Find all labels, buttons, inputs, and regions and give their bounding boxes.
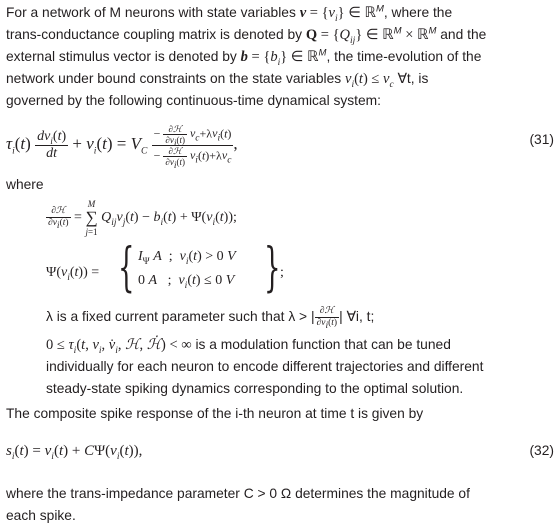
equation-31: $\tau_i(t)$ $\frac{dv_i(t)}{dt}$ + $v_i(t) = V_C$ − $\frac{\text{∂ℋ}}{\partial v_i(t)}$ $v_c+\lambda v_i(t)$ − $\frac{\text{∂ℋ}}{\partial v_i(t)}$ $v_i(t)+\lambda v_c$ , bbox=[6, 123, 238, 171]
composite-text: The composite spike response of the i-th neuron at time t is given by bbox=[6, 406, 424, 421]
intro-line-3: external stimulus vector is denoted by $b = \{b_i\}$ ∈ ℝ$^M$, the time-evolution of the bbox=[6, 47, 482, 68]
equation-31-number: (31) bbox=[529, 132, 554, 147]
intro-line-2: trans-conductance coupling matrix is denoted by $Q = \{Q_{ij}\}$ ∈ ℝ$^M$ × ℝ$^M$ and the bbox=[6, 25, 487, 46]
equation-dh-dv: $\frac{\text{∂ℋ}}{\partial v_i(t)}$ = M ∑ j=1 $Q_{ij}v_j(t) - b_i(t) + \Psi(v_i(t))$; bbox=[48, 198, 237, 237]
tau-condition-line-2: individually for each neuron to encode different trajectories and different bbox=[46, 359, 484, 374]
tau-condition-line-3: steady-state spiking dynamics corresponding to the optimal solution. bbox=[46, 381, 464, 396]
left-brace: { bbox=[118, 238, 135, 298]
psi-case-2: 0 A ; $v_i(t) \le 0$ V bbox=[138, 273, 235, 291]
tau-condition-line-1: $0 \le \tau_i(t$, $v_i$, $v̇_i$, ℋ, ℋ̇) < ∞ is a modulation function that can be tuned bbox=[46, 337, 451, 356]
where-label: where bbox=[6, 177, 44, 192]
equation-32-number: (32) bbox=[529, 443, 554, 458]
right-brace: } bbox=[264, 238, 281, 298]
psi-semicolon: ; bbox=[280, 265, 284, 280]
equation-32: $s_i(t) = v_i(t) + C\Psi(v_i(t))$, bbox=[6, 443, 143, 462]
intro-line-5: governed by the following continuous-time dynamical system: bbox=[6, 93, 382, 108]
closing-line-2: each spike. bbox=[6, 508, 76, 523]
intro-line-4: network under bound constraints on the state variables $v_i(t) \le v_c$ ∀t, is bbox=[6, 71, 429, 90]
intro-line-1: For a network of M neurons with state variables $v = \{v_i\}$ ∈ ℝ$^M$, where the bbox=[6, 3, 453, 24]
psi-case-1: $I_\Psi$ A ; $v_i(t) > 0$ V bbox=[138, 249, 236, 267]
lambda-condition: λ is a fixed current parameter such that λ > | $\frac{\text{∂ℋ}}{\partial v_i(t)}$ | ∀i, t; bbox=[46, 305, 375, 331]
paper-excerpt bbox=[6, 0, 554, 531]
closing-line-1: where the trans-impedance parameter C > 0 Ω determines the magnitude of bbox=[6, 486, 470, 501]
equation-psi-piecewise: $\Psi(v_i(t))$ = bbox=[46, 265, 100, 283]
